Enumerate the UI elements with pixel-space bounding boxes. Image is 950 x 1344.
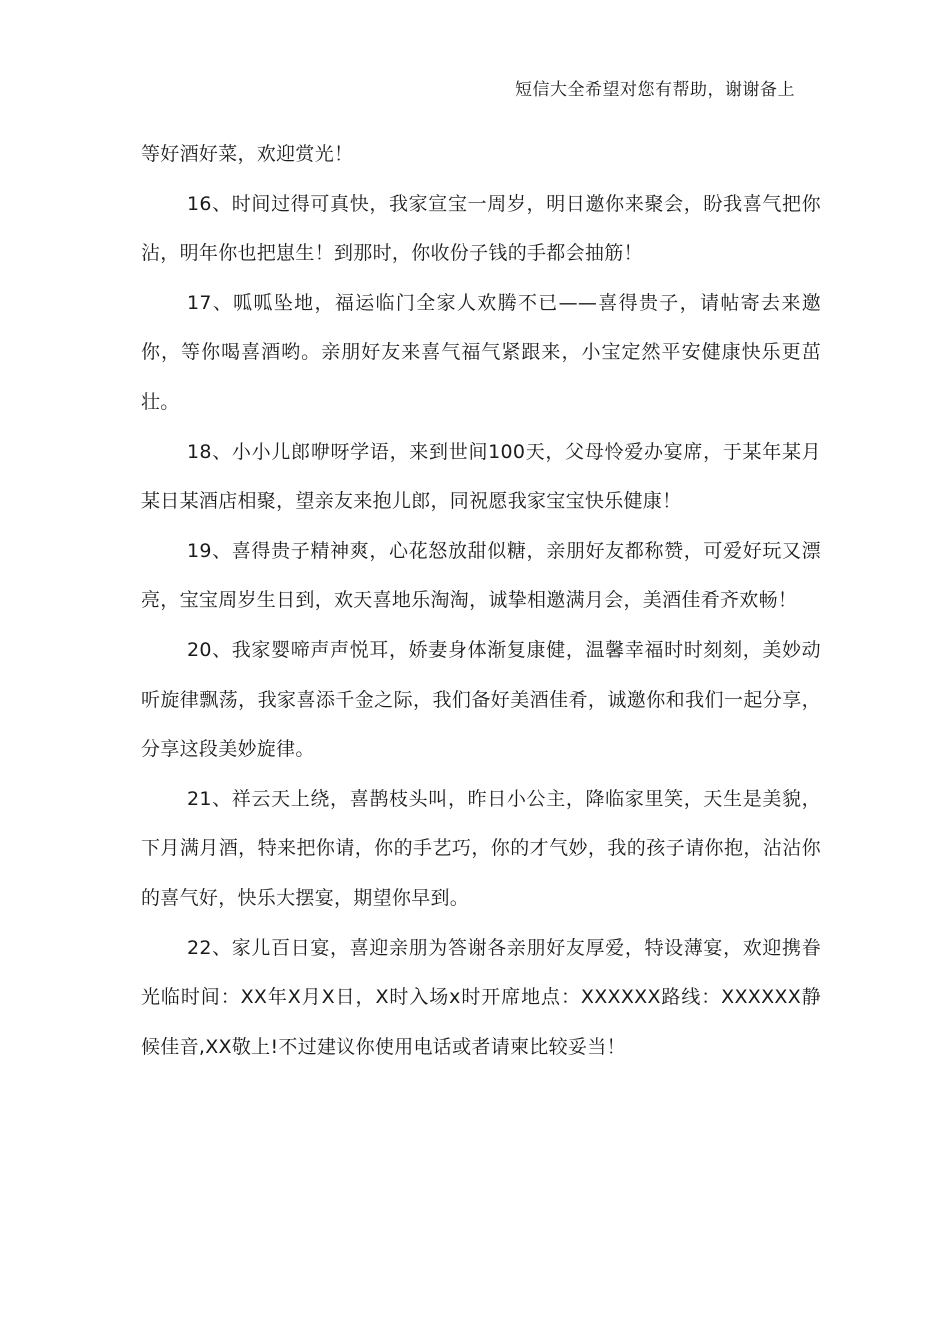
paragraph-22: 22、家儿百日宴，喜迎亲朋为答谢各亲朋好友厚爱，特设薄宴，欢迎携眷光临时间：XX年X月X日，X时入场x时开席地点：XXXXXX路线：XXXXXX静候佳音,XX敬上!不过建议你使用电话或者请柬比较妥当！ bbox=[141, 936, 821, 1058]
paragraph-continuation: 等好酒好菜，欢迎赏光！ bbox=[141, 143, 354, 165]
paragraph-17: 17、呱呱坠地，福运临门全家人欢腾不已——喜得贵子，请帖寄去来邀你，等你喝喜酒哟。亲朋好友来喜气福气紧跟来，小宝定然平安健康快乐更茁壮。 bbox=[141, 291, 821, 413]
paragraph-18: 18、小小儿郎咿呀学语，来到世间100天，父母怜爱办宴席，于某年某月某日某酒店相聚，望亲友来抱儿郎，同祝愿我家宝宝快乐健康！ bbox=[141, 440, 821, 513]
page-header: 短信大全希望对您有帮助，谢谢备上 bbox=[515, 80, 795, 100]
paragraph-20: 20、我家婴啼声声悦耳，娇妻身体渐复康健，温馨幸福时时刻刻，美妙动听旋律飘荡，我家喜添千金之际，我们备好美酒佳肴，诚邀你和我们一起分享，分享这段美妙旋律。 bbox=[141, 638, 821, 761]
paragraph-19: 19、喜得贵子精神爽，心花怒放甜似糖，亲朋好友都称赞，可爱好玩又漂亮，宝宝周岁生日到，欢天喜地乐淘淘，诚挚相邀满月会，美酒佳肴齐欢畅！ bbox=[141, 539, 821, 612]
paragraph-21: 21、祥云天上绕，喜鹊枝头叫，昨日小公主，降临家里笑，天生是美貌，下月满月酒，特来把你请，你的手艺巧，你的才气妙，我的孩子请你抱，沾沾你的喜气好，快乐大摆宴，期望你早到。 bbox=[141, 787, 821, 909]
document-body bbox=[141, 130, 821, 1072]
paragraph-16: 16、时间过得可真快，我家宣宝一周岁，明日邀你来聚会，盼我喜气把你沾，明年你也把崽生！到那时，你收份子钱的手都会抽筋！ bbox=[141, 192, 821, 265]
